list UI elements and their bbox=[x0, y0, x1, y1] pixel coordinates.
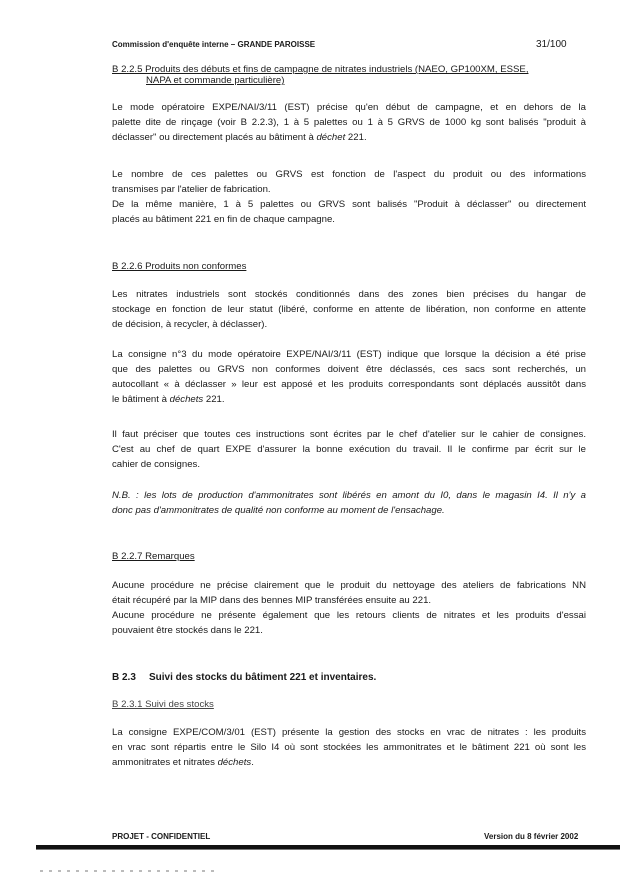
text-line: C'est au chef de quart EXPE d'assurer la bonne exécution du travail. Il le confirme par écrit sur le bbox=[112, 444, 586, 455]
header-title: Commission d'enquête interne – GRANDE PAROISSE bbox=[112, 40, 316, 49]
text-line: déclasser" ou directement placés au bâtiment à déchet 221. bbox=[112, 132, 367, 143]
text-line: De la même manière, 1 à 5 palettes ou GRVS sont balisés "Produit à déclasser" ou directement bbox=[112, 199, 586, 210]
section-heading-b225 bbox=[112, 64, 528, 86]
paragraph-b225-1 bbox=[112, 100, 586, 145]
text-line: le bâtiment à déchets 221. bbox=[112, 394, 225, 405]
text-line: transmises par l'atelier de fabrication. bbox=[112, 184, 271, 195]
text-line: Les nitrates industriels sont stockés conditionnés dans des zones bien précises du hangar de bbox=[112, 289, 586, 300]
text-line: placés au bâtiment 221 en fin de chaque campagne. bbox=[112, 214, 335, 225]
text-line: stockage en fonction de leur statut (libéré, conforme en attente de libération, non conforme en attente bbox=[112, 304, 586, 315]
text-line: Aucune procédure ne présente également que les retours clients de nitrates et les produits d'essai bbox=[112, 610, 586, 621]
text-line: Le nombre de ces palettes ou GRVS est fonction de l'aspect du produit ou des informations bbox=[112, 169, 586, 180]
section-heading-b227: B 2.2.7 Remarques bbox=[112, 551, 195, 562]
text-line: Il faut préciser que toutes ces instructions sont écrites par le chef d'atelier sur le cahier de consignes. bbox=[112, 429, 586, 440]
paragraph-b225-2 bbox=[112, 167, 586, 227]
section-heading-b231: B 2.3.1 Suivi des stocks bbox=[112, 699, 214, 710]
heading-line-2: NAPA et commande particulière) bbox=[146, 75, 285, 86]
paragraph-b226-3 bbox=[112, 427, 586, 472]
text-line: donc pas d'ammonitrates de qualité non conforme au moment de l'ensachage. bbox=[112, 505, 445, 516]
footer-divider bbox=[36, 845, 620, 849]
text-line: palette dite de rinçage (voir B 2.2.3), 1 à 5 palettes ou 1 à 5 GRVS de 1000 kg sont balisés "produit à bbox=[112, 117, 586, 128]
paragraph-b226-2 bbox=[112, 347, 586, 407]
paragraph-b226-1 bbox=[112, 287, 586, 332]
heading-line-1: B 2.2.5 Produits des débuts et fins de campagne de nitrates industriels (NAEO, GP100XM, ESSE, bbox=[112, 64, 529, 75]
text-line: autocollant « à déclasser » leur est apposé et les produits correspondants sont déplacés aussitôt dans bbox=[112, 379, 586, 390]
text-line: Le mode opératoire EXPE/NAI/3/11 (EST) précise qu'en début de campagne, et en dehors de la bbox=[112, 102, 586, 113]
text-line: Aucune procédure ne précise clairement que le produit du nettoyage des ateliers de fabrications NN bbox=[112, 580, 586, 591]
text-line: N.B. : les lots de production d'ammonitrates sont libérés en amont du I0, dans le magasin I4. Il n'y a bbox=[112, 490, 586, 501]
text-line: était récupéré par la MIP dans des bennes MIP transférées ensuite au 221. bbox=[112, 595, 432, 606]
page-number: 31/100 bbox=[536, 39, 567, 50]
note-nb bbox=[112, 488, 586, 518]
section-title-b23 bbox=[112, 672, 376, 683]
scan-artifact bbox=[40, 870, 220, 872]
text-line: pouvaient être stockés dans le 221. bbox=[112, 625, 263, 636]
footer-version: Version du 8 février 2002 bbox=[484, 832, 579, 841]
section-number: B 2.3 bbox=[112, 672, 136, 683]
text-line: cahier de consignes. bbox=[112, 459, 200, 470]
section-title-text: Suivi des stocks du bâtiment 221 et inventaires. bbox=[149, 672, 377, 683]
text-line: de décision, à recycler, à déclasser). bbox=[112, 319, 268, 330]
text-line: que des palettes ou GRVS non conformes doivent être déclassés, ces sacs sont recherchés, un bbox=[112, 364, 586, 375]
section-heading-b226: B 2.2.6 Produits non conformes bbox=[112, 261, 247, 272]
text-line: La consigne n°3 du mode opératoire EXPE/NAI/3/11 (EST) indique que lorsque la décision a été prise bbox=[112, 349, 586, 360]
paragraph-b231-1 bbox=[112, 725, 586, 770]
paragraph-b227-1 bbox=[112, 578, 586, 638]
text-line: La consigne EXPE/COM/3/01 (EST) présente la gestion des stocks en vrac de nitrates : les produits bbox=[112, 727, 586, 738]
text-line: ammonitrates et nitrates déchets. bbox=[112, 757, 254, 768]
footer-confidential: PROJET - CONFIDENTIEL bbox=[112, 832, 211, 841]
text-line: en vrac sont répartis entre le Silo I4 où sont stockées les ammonitrates et le bâtiment 221 où sont les bbox=[112, 742, 586, 753]
